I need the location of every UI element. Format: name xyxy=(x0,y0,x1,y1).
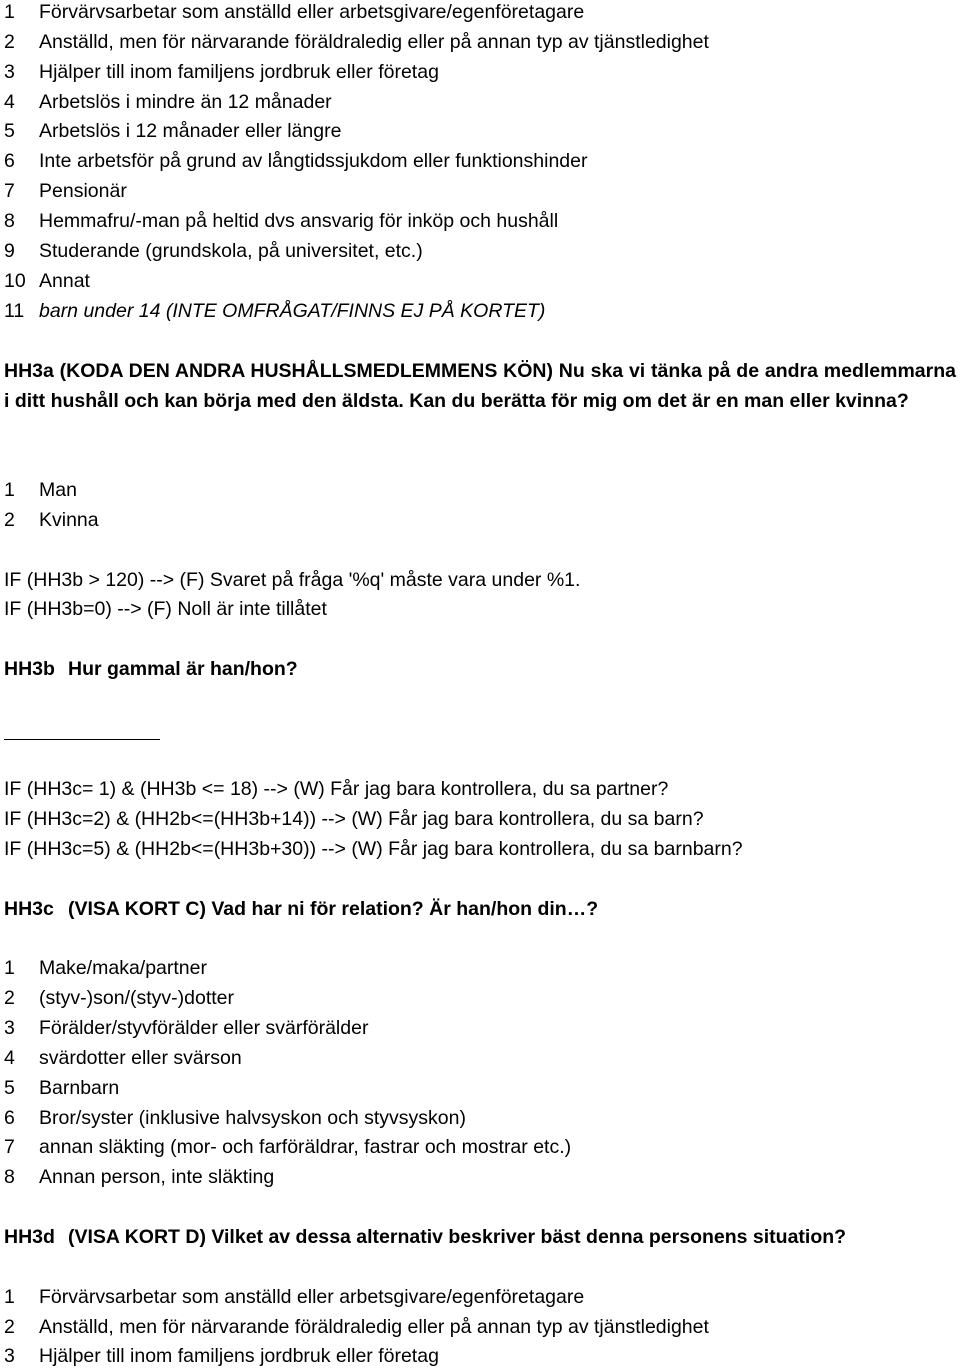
option-number: 5 xyxy=(4,120,15,142)
option-number: 9 xyxy=(4,240,15,262)
list-item xyxy=(4,1132,956,1162)
option-text: Annat xyxy=(39,270,90,292)
list-item xyxy=(4,236,956,266)
option-text: annan släkting (mor- och farföräldrar, fastrar och mostrar etc.) xyxy=(39,1136,572,1158)
option-number: 10 xyxy=(4,270,26,292)
list-item xyxy=(4,1043,956,1073)
option-text: svärdotter eller svärson xyxy=(39,1047,242,1069)
option-number: 3 xyxy=(4,61,15,83)
option-text: Arbetslös i 12 månader eller längre xyxy=(39,120,342,142)
question-hh3a: HH3a (KODA DEN ANDRA HUSHÅLLSMEDLEMMENS KÖN) Nu ska vi tänka på de andra medlemmarna i ditt hushåll och kan börja med den äldsta. Kan du berätta för mig om det är en man eller kvinna? xyxy=(4,360,956,412)
option-text: Hemmafru/-man på heltid dvs ansvarig för inköp och hushåll xyxy=(39,210,559,232)
list-item xyxy=(4,87,956,117)
option-number: 5 xyxy=(4,1077,15,1099)
option-text: Förvärvsarbetar som anställd eller arbetsgivare/egenföretagare xyxy=(39,1286,585,1308)
option-number: 2 xyxy=(4,509,15,531)
question-text: Hur gammal är han/hon? xyxy=(68,658,298,680)
list-item xyxy=(4,1103,956,1133)
list-item xyxy=(4,0,956,27)
option-number: 8 xyxy=(4,210,15,232)
option-number: 2 xyxy=(4,987,15,1009)
list-item xyxy=(4,116,956,146)
option-number: 6 xyxy=(4,1107,15,1129)
option-number: 7 xyxy=(4,180,15,202)
list-item xyxy=(4,1013,956,1043)
condition-rule: IF (HH3c=5) & (HH2b<=(HH3b+30)) --> (W) Får jag bara kontrollera, du sa barnbarn? xyxy=(4,838,743,860)
list-item xyxy=(4,475,956,505)
option-number: 4 xyxy=(4,91,15,113)
list-item xyxy=(4,176,956,206)
option-number: 2 xyxy=(4,1316,15,1338)
list-item xyxy=(4,1282,956,1312)
list-item xyxy=(4,206,956,236)
option-number: 3 xyxy=(4,1017,15,1039)
question-hh3d xyxy=(4,1222,956,1252)
question-text: (VISA KORT D) Vilket av dessa alternativ beskriver bäst denna personens situation? xyxy=(68,1226,847,1248)
option-text: Studerande (grundskola, på universitet, etc.) xyxy=(39,240,423,262)
question-label: HH3c xyxy=(4,898,54,920)
option-number: 1 xyxy=(4,1286,15,1308)
list-item xyxy=(4,1312,956,1342)
option-text: Anställd, men för närvarande föräldraledig eller på annan typ av tjänstledighet xyxy=(39,1316,709,1338)
list-item xyxy=(4,1073,956,1103)
question-hh3c xyxy=(4,894,956,924)
option-number: 6 xyxy=(4,150,15,172)
list-item xyxy=(4,1162,956,1192)
condition-rule: IF (HH3c=2) & (HH2b<=(HH3b+14)) --> (W) Får jag bara kontrollera, du sa barn? xyxy=(4,808,704,830)
option-number: 1 xyxy=(4,479,15,501)
option-number: 3 xyxy=(4,1345,15,1367)
list-item xyxy=(4,57,956,87)
option-number: 4 xyxy=(4,1047,15,1069)
option-text: Man xyxy=(39,479,77,501)
option-number: 2 xyxy=(4,31,15,53)
question-label: HH3d xyxy=(4,1226,55,1248)
option-number: 1 xyxy=(4,957,15,979)
condition-rule: IF (HH3b > 120) --> (F) Svaret på fråga '%q' måste vara under %1. xyxy=(4,569,581,591)
option-text: Annan person, inte släkting xyxy=(39,1166,275,1188)
option-number: 8 xyxy=(4,1166,15,1188)
list-item xyxy=(4,1341,956,1371)
option-text: Hjälper till inom familjens jordbruk eller företag xyxy=(39,61,439,83)
option-text: barn under 14 (INTE OMFRÅGAT/FINNS EJ PÅ KORTET) xyxy=(39,300,546,322)
list-item xyxy=(4,505,956,535)
list-item xyxy=(4,953,956,983)
option-text: Anställd, men för närvarande föräldraledig eller på annan typ av tjänstledighet xyxy=(39,31,709,53)
list-item xyxy=(4,266,956,296)
option-text: Pensionär xyxy=(39,180,127,202)
list-item xyxy=(4,983,956,1013)
option-text: Inte arbetsför på grund av långtidssjukdom eller funktionshinder xyxy=(39,150,588,172)
question-hh3b xyxy=(4,654,956,684)
option-text: Hjälper till inom familjens jordbruk eller företag xyxy=(39,1345,439,1367)
option-number: 7 xyxy=(4,1136,15,1158)
option-text: Make/maka/partner xyxy=(39,957,207,979)
option-text: Förälder/styvförälder eller svärförälder xyxy=(39,1017,369,1039)
option-text: (styv-)son/(styv-)dotter xyxy=(39,987,235,1009)
option-text: Förvärvsarbetar som anställd eller arbetsgivare/egenföretagare xyxy=(39,1,585,23)
condition-rule: IF (HH3c= 1) & (HH3b <= 18) --> (W) Får jag bara kontrollera, du sa partner? xyxy=(4,778,669,800)
answer-blank-line xyxy=(4,739,160,740)
option-number: 11 xyxy=(4,300,25,322)
list-item xyxy=(4,146,956,176)
question-text: (VISA KORT C) Vad har ni för relation? Är han/hon din…? xyxy=(68,898,599,920)
question-label: HH3b xyxy=(4,658,55,680)
option-number: 1 xyxy=(4,1,15,23)
option-text: Bror/syster (inklusive halvsyskon och styvsyskon) xyxy=(39,1107,466,1129)
list-item xyxy=(4,296,956,326)
option-text: Kvinna xyxy=(39,509,99,531)
list-item xyxy=(4,27,956,57)
option-text: Barnbarn xyxy=(39,1077,120,1099)
condition-rule: IF (HH3b=0) --> (F) Noll är inte tillåtet xyxy=(4,598,327,620)
option-text: Arbetslös i mindre än 12 månader xyxy=(39,91,332,113)
